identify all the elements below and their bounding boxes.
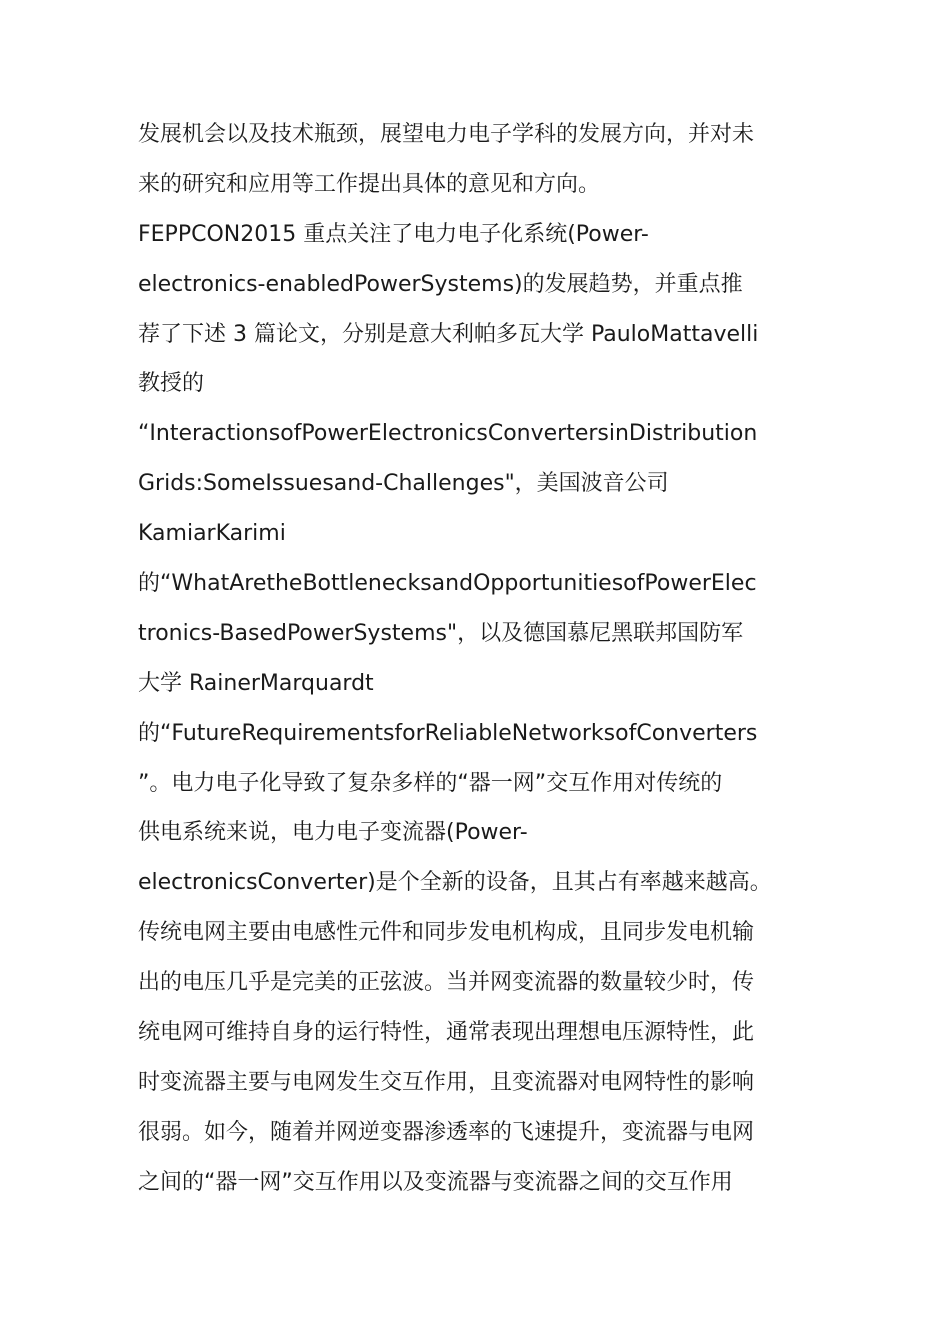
text-line: 供电系统来说，电力电子变流器(Power- bbox=[138, 820, 528, 846]
text-line: 出的电压几乎是完美的正弦波。当并网变流器的数量较少时，传 bbox=[138, 970, 755, 996]
text-line: 发展机会以及技术瓶颈，展望电力电子学科的发展方向，并对未 bbox=[138, 122, 755, 147]
text-line: 传统电网主要由电感性元件和同步发电机构成，且同步发电机输 bbox=[138, 920, 755, 946]
text-line: electronicsConverter)是个全新的设备，且其占有率越来越高。 bbox=[138, 870, 772, 896]
text-line: Grids:SomeIssuesand-Challenges"，美国波音公司 bbox=[138, 471, 669, 497]
body-text bbox=[138, 110, 818, 1208]
text-line: KamiarKarimi bbox=[138, 521, 286, 547]
text-line: 大学 RainerMarquardt bbox=[138, 670, 374, 696]
text-line: 很弱。如今，随着并网逆变器渗透率的飞速提升，变流器与电网 bbox=[138, 1119, 755, 1145]
text-line: 的“WhatAretheBottlenecksandOpportunitiesofPowerElec bbox=[138, 571, 757, 597]
text-line: 时变流器主要与电网发生交互作用，且变流器对电网特性的影响 bbox=[138, 1069, 755, 1095]
text-line: 教授的 bbox=[138, 371, 205, 397]
text-line: 来的研究和应用等工作提出具体的意见和方向。 bbox=[138, 171, 601, 197]
text-line: 荐了下述 3 篇论文，分别是意大利帕多瓦大学 PauloMattavelli bbox=[138, 321, 759, 347]
text-line: ”。电力电子化导致了复杂多样的“器一网”交互作用对传统的 bbox=[138, 770, 723, 796]
text-line: 之间的“器一网”交互作用以及变流器与变流器之间的交互作用 bbox=[138, 1169, 733, 1195]
text-line: electronics-enabledPowerSystems)的发展趋势，并重点推 bbox=[138, 271, 743, 297]
text-line: 统电网可维持自身的运行特性，通常表现出理想电压源特性，此 bbox=[138, 1020, 755, 1046]
text-line: tronics-BasedPowerSystems"，以及德国慕尼黑联邦国防军 bbox=[138, 620, 744, 646]
text-line: FEPPCON2015 重点关注了电力电子化系统(Power- bbox=[138, 221, 649, 247]
text-line: “InteractionsofPowerElectronicsConvertersinDistribution bbox=[138, 421, 758, 447]
text-line: 的“FutureRequirementsforReliableNetworksofConverters bbox=[138, 720, 758, 746]
